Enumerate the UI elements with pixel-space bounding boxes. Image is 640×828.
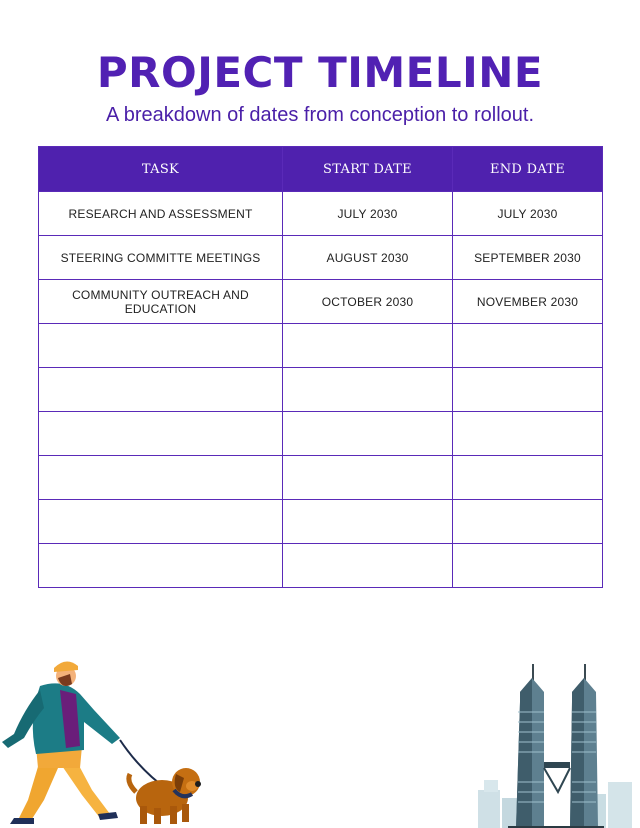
task-cell <box>39 500 283 544</box>
task-cell: STEERING COMMITTE MEETINGS <box>39 236 283 280</box>
end-date-cell: JULY 2030 <box>453 192 603 236</box>
start-date-cell <box>283 368 453 412</box>
start-date-cell <box>283 544 453 588</box>
person-walking-dog-icon <box>0 650 210 828</box>
table-row <box>39 368 603 412</box>
start-date-cell <box>283 456 453 500</box>
column-header-task: TASK <box>39 147 283 192</box>
end-date-cell: NOVEMBER 2030 <box>453 280 603 324</box>
end-date-cell <box>453 324 603 368</box>
start-date-cell <box>283 500 453 544</box>
table-row <box>39 456 603 500</box>
end-date-cell <box>453 412 603 456</box>
task-cell <box>39 456 283 500</box>
column-header-start-date: START DATE <box>283 147 453 192</box>
start-date-cell <box>283 324 453 368</box>
task-cell: RESEARCH AND ASSESSMENT <box>39 192 283 236</box>
start-date-cell: OCTOBER 2030 <box>283 280 453 324</box>
start-date-cell <box>283 412 453 456</box>
column-header-end-date: END DATE <box>453 147 603 192</box>
table-row <box>39 544 603 588</box>
task-cell: COMMUNITY OUTREACH AND EDUCATION <box>39 280 283 324</box>
table-row <box>39 500 603 544</box>
table-row <box>39 192 603 236</box>
end-date-cell: SEPTEMBER 2030 <box>453 236 603 280</box>
page-subtitle: A breakdown of dates from conception to rollout. <box>105 104 535 126</box>
city-towers-icon <box>474 662 634 828</box>
task-cell <box>39 412 283 456</box>
end-date-cell <box>453 544 603 588</box>
task-cell <box>39 324 283 368</box>
table-row <box>39 280 603 324</box>
page-title: PROJECT TIMELINE <box>96 48 544 97</box>
start-date-cell: AUGUST 2030 <box>283 236 453 280</box>
end-date-cell <box>453 456 603 500</box>
timeline-table <box>38 146 603 588</box>
table-row <box>39 412 603 456</box>
table-row <box>39 236 603 280</box>
end-date-cell <box>453 368 603 412</box>
end-date-cell <box>453 500 603 544</box>
table-header-row <box>39 147 603 192</box>
task-cell <box>39 368 283 412</box>
task-cell <box>39 544 283 588</box>
start-date-cell: JULY 2030 <box>283 192 453 236</box>
table-row <box>39 324 603 368</box>
